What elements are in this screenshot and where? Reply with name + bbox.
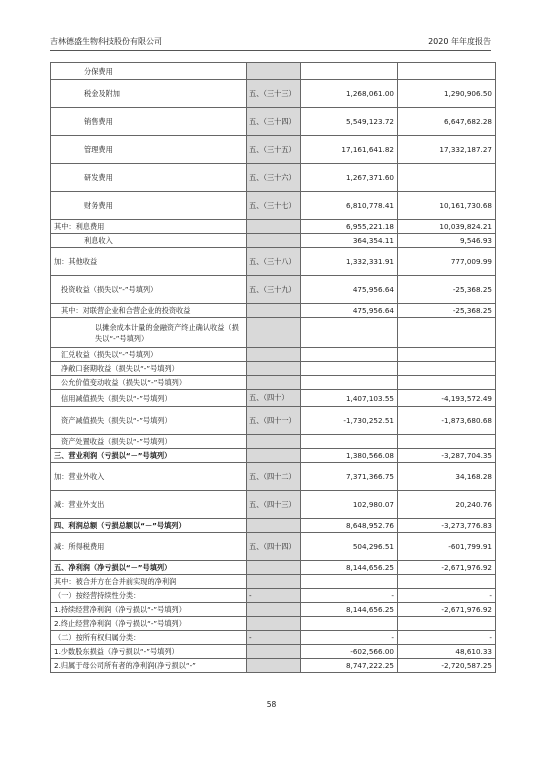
row-prior-value: 1,290,906.50 [398,80,496,108]
table-row [51,348,496,362]
row-current-value: 17,161,641.82 [301,136,398,164]
table-row [51,376,496,390]
row-current-value [301,63,398,80]
row-note [247,304,301,318]
row-note: 五、（三十五） [247,136,301,164]
row-prior-value [398,376,496,390]
row-prior-value: -2,671,976.92 [398,561,496,575]
table-row [51,435,496,449]
row-label: 分保费用 [51,63,247,80]
row-label: （一）按经营持续性分类： [51,589,247,603]
table-row [51,463,496,491]
row-prior-value: 10,039,824.21 [398,220,496,234]
table-row [51,449,496,463]
table-row [51,519,496,533]
row-current-value: 8,648,952.76 [301,519,398,533]
row-note [247,435,301,449]
row-note: 五、（四十一） [247,407,301,435]
row-label: 加：其他收益 [51,248,247,276]
row-label: 减：营业外支出 [51,491,247,519]
table-row [51,63,496,80]
table-row [51,561,496,575]
row-prior-value [398,164,496,192]
row-label: 资产减值损失（损失以“-”号填列） [51,407,247,435]
row-label: 三、营业利润（亏损以“－”号填列） [51,449,247,463]
row-label: 1.持续经营净利润（净亏损以“-”号填列） [51,603,247,617]
row-note: 五、（三十九） [247,276,301,304]
row-current-value [301,318,398,348]
table-row [51,631,496,645]
table-row [51,533,496,561]
row-current-value: 8,144,656.25 [301,561,398,575]
row-note [247,645,301,659]
table-row [51,407,496,435]
company-name: 吉林德盛生物科技股份有限公司 [50,37,162,46]
row-note [247,561,301,575]
row-prior-value [398,318,496,348]
row-label: 投资收益（损失以“-”号填列） [51,276,247,304]
row-current-value: 364,354.11 [301,234,398,248]
row-note: - [247,589,301,603]
table-row [51,80,496,108]
row-label: 其中：利息费用 [51,220,247,234]
row-current-value: 1,407,103.55 [301,390,398,407]
table-row [51,276,496,304]
row-prior-value: -25,368.25 [398,304,496,318]
row-prior-value [398,63,496,80]
table-row [51,645,496,659]
row-prior-value [398,575,496,589]
row-current-value: 8,144,656.25 [301,603,398,617]
row-prior-value: -2,671,976.92 [398,603,496,617]
row-current-value [301,435,398,449]
row-current-value: -602,566.00 [301,645,398,659]
row-label: 其中：对联营企业和合营企业的投资收益 [51,304,247,318]
row-note [247,449,301,463]
row-current-value: 8,747,222.25 [301,659,398,673]
row-note [247,659,301,673]
row-note [247,603,301,617]
row-note [247,63,301,80]
row-note [247,362,301,376]
row-prior-value [398,362,496,376]
row-label: 财务费用 [51,192,247,220]
row-current-value: 1,380,566.08 [301,449,398,463]
row-label: 五、净利润（净亏损以“－”号填列） [51,561,247,575]
row-current-value [301,348,398,362]
row-note: 五、（三十三） [247,80,301,108]
table-row [51,617,496,631]
table-row [51,304,496,318]
row-label: 信用减值损失（损失以“-”号填列） [51,390,247,407]
row-note: 五、（四十二） [247,463,301,491]
row-prior-value: 17,332,187.27 [398,136,496,164]
row-current-value: 5,549,123.72 [301,108,398,136]
table-row [51,108,496,136]
row-current-value [301,575,398,589]
row-label: 四、利润总额（亏损总额以“－”号填列） [51,519,247,533]
row-current-value: 6,810,778.41 [301,192,398,220]
row-note: 五、（四十三） [247,491,301,519]
row-prior-value: 34,168.28 [398,463,496,491]
row-label: 销售费用 [51,108,247,136]
row-note [247,220,301,234]
page-header [50,36,491,48]
row-label: 汇兑收益（损失以“-”号填列） [51,348,247,362]
row-label: （二）按所有权归属分类： [51,631,247,645]
row-label: 公允价值变动收益（损失以“-”号填列） [51,376,247,390]
row-label: 其中：被合并方在合并前实现的净利润 [51,575,247,589]
row-prior-value: 6,647,682.28 [398,108,496,136]
table-row [51,589,496,603]
table-row [51,390,496,407]
page-number: 58 [266,700,277,709]
row-current-value: - [301,631,398,645]
table-row [51,248,496,276]
table-row [51,491,496,519]
table-row [51,220,496,234]
table-row [51,192,496,220]
row-note [247,234,301,248]
row-prior-value: 9,546.93 [398,234,496,248]
row-prior-value [398,348,496,362]
row-prior-value: 20,240.76 [398,491,496,519]
income-statement-table [50,62,496,673]
row-prior-value: -1,873,680.68 [398,407,496,435]
row-note: 五、（三十四） [247,108,301,136]
row-label: 1.少数股东损益（净亏损以“-”号填列） [51,645,247,659]
row-current-value: 6,955,221.18 [301,220,398,234]
table-row [51,318,496,348]
row-current-value: 475,956.64 [301,276,398,304]
row-current-value: 1,332,331.91 [301,248,398,276]
row-note [247,575,301,589]
row-note [247,519,301,533]
row-label: 减：所得税费用 [51,533,247,561]
row-label: 2.归属于母公司所有者的净利润(净亏损以“-” [51,659,247,673]
row-label: 净敞口套期收益（损失以“-”号填列） [51,362,247,376]
row-current-value: 1,267,371.60 [301,164,398,192]
row-prior-value: -2,720,587.25 [398,659,496,673]
row-current-value [301,362,398,376]
row-current-value: -1,730,252.51 [301,407,398,435]
row-note: 五、（四十四） [247,533,301,561]
row-label: 管理费用 [51,136,247,164]
row-label: 加：营业外收入 [51,463,247,491]
row-prior-value: - [398,589,496,603]
row-current-value [301,376,398,390]
header-rule [50,50,491,51]
row-note: 五、（四十） [247,390,301,407]
row-current-value: - [301,589,398,603]
row-label: 资产处置收益（损失以“-”号填列） [51,435,247,449]
row-note [247,617,301,631]
table-row [51,575,496,589]
table-row [51,603,496,617]
row-label: 2.终止经营净利润（净亏损以“-”号填列） [51,617,247,631]
row-prior-value: -4,193,572.49 [398,390,496,407]
row-note [247,348,301,362]
table-row [51,362,496,376]
row-current-value [301,617,398,631]
row-note: 五、（三十八） [247,248,301,276]
row-prior-value: -3,287,704.35 [398,449,496,463]
row-prior-value [398,617,496,631]
row-prior-value: -601,799.91 [398,533,496,561]
row-current-value: 475,956.64 [301,304,398,318]
row-prior-value: 10,161,730.68 [398,192,496,220]
row-note [247,318,301,348]
row-note: - [247,631,301,645]
table-row [51,164,496,192]
row-label: 税金及附加 [51,80,247,108]
row-current-value: 102,980.07 [301,491,398,519]
row-current-value: 1,268,061.00 [301,80,398,108]
row-current-value: 504,296.51 [301,533,398,561]
row-note: 五、（三十七） [247,192,301,220]
row-prior-value: 48,610.33 [398,645,496,659]
row-current-value: 7,371,366.75 [301,463,398,491]
row-prior-value: -3,273,776.83 [398,519,496,533]
row-prior-value: 777,009.99 [398,248,496,276]
report-title: 2020 年年度报告 [428,37,491,46]
row-label: 利息收入 [51,234,247,248]
row-note [247,376,301,390]
row-label: 以摊余成本计量的金融资产终止确认收益（损失以“-”号填列） [51,318,247,348]
row-note: 五、（三十六） [247,164,301,192]
row-prior-value: -25,368.25 [398,276,496,304]
row-prior-value [398,435,496,449]
row-label: 研发费用 [51,164,247,192]
table-row [51,234,496,248]
row-prior-value: - [398,631,496,645]
table-row [51,136,496,164]
table-row [51,659,496,673]
